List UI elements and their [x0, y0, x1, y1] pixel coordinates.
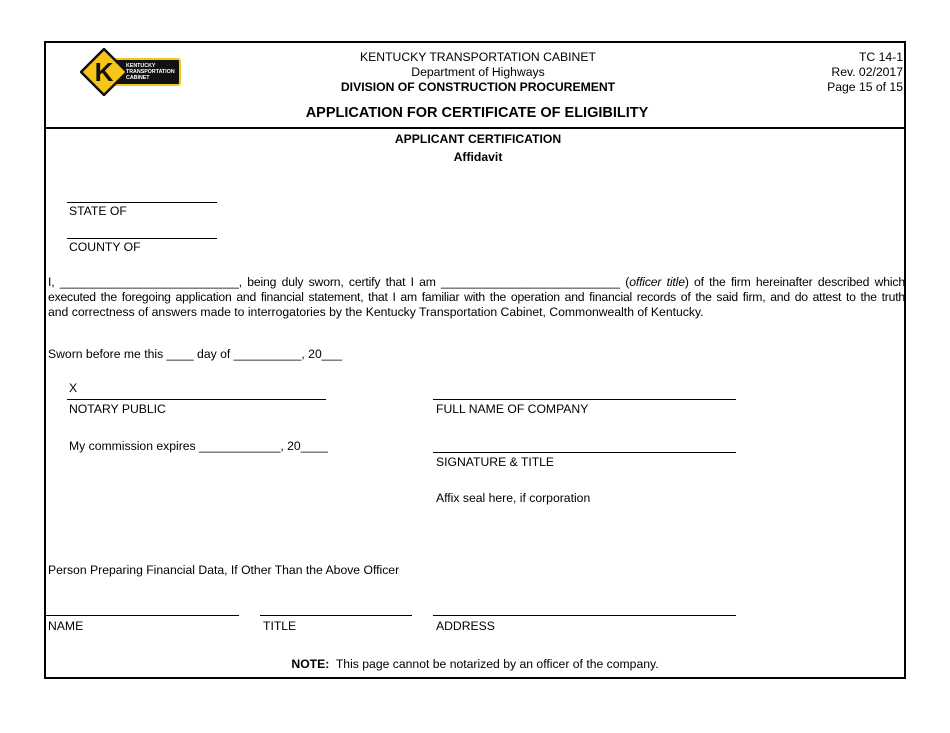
footer-note: [44, 657, 906, 672]
note-text: This page cannot be notarized by an officer of the company.: [329, 657, 659, 671]
form-revision: Rev. 02/2017: [831, 65, 903, 79]
logo-text-line3: CABINET: [126, 75, 150, 81]
affidavit-line2: executed the foregoing application and financial statement, that I am familiar with the operation and financial records of the said firm, and do attest to the truth: [48, 290, 905, 304]
sworn-line: Sworn before me this ____ day of __________, 20___: [48, 347, 343, 361]
preparer-name-label: NAME: [48, 619, 84, 633]
section-subtitle: Affidavit: [453, 150, 503, 164]
signature-title-line[interactable]: [433, 452, 736, 453]
header-divider: [44, 127, 906, 129]
preparer-name-line[interactable]: [46, 615, 239, 616]
section-title: APPLICANT CERTIFICATION: [394, 132, 562, 146]
preparer-heading: Person Preparing Financial Data, If Other Than the Above Officer: [48, 563, 400, 577]
seal-note: Affix seal here, if corporation: [436, 491, 591, 505]
affidavit-paragraph: [48, 275, 905, 320]
notary-signature-line[interactable]: [67, 399, 326, 400]
notary-x-mark: X: [69, 381, 78, 395]
logo-text-line2: TRANSPORTATION: [126, 69, 175, 75]
affidavit-line1-b: ) of the firm hereinafter described which: [684, 275, 906, 289]
note-label: NOTE:: [291, 657, 330, 671]
header-division: DIVISION OF CONSTRUCTION PROCUREMENT: [340, 80, 616, 94]
commission-expires: My commission expires ____________, 20____: [69, 439, 328, 453]
county-label: COUNTY OF: [69, 240, 141, 254]
notary-label: NOTARY PUBLIC: [69, 402, 166, 416]
logo-text-line1: KENTUCKY: [126, 63, 156, 69]
preparer-address-label: ADDRESS: [436, 619, 495, 633]
state-line[interactable]: [67, 202, 217, 203]
header-org: KENTUCKY TRANSPORTATION CABINET: [360, 50, 596, 64]
svg-text:K: K: [94, 57, 114, 87]
affidavit-line3: and correctness of answers made to interrogatories by the Kentucky Transportation Cabinet, Commonwealth of Kentucky.: [48, 305, 704, 319]
county-line[interactable]: [67, 238, 217, 239]
preparer-title-line[interactable]: [260, 615, 412, 616]
page-number: Page 15 of 15: [827, 80, 903, 94]
kytc-logo: [80, 48, 184, 96]
preparer-address-line[interactable]: [433, 615, 736, 616]
form-number: TC 14-1: [858, 50, 903, 64]
signature-title-label: SIGNATURE & TITLE: [436, 455, 555, 469]
company-name-line[interactable]: [433, 399, 736, 400]
preparer-title-label: TITLE: [263, 619, 297, 633]
affidavit-officer-title: officer title: [629, 275, 685, 289]
company-name-label: FULL NAME OF COMPANY: [436, 402, 589, 416]
affidavit-line1-a: I, ___________________________, being duly sworn, certify that I am ___________________________ (: [48, 275, 630, 289]
state-label: STATE OF: [69, 204, 127, 218]
page-title: APPLICATION FOR CERTIFICATE OF ELIGIBILITY: [305, 105, 649, 121]
header-dept: Department of Highways: [411, 65, 545, 79]
affidavit-line1: [48, 275, 905, 290]
